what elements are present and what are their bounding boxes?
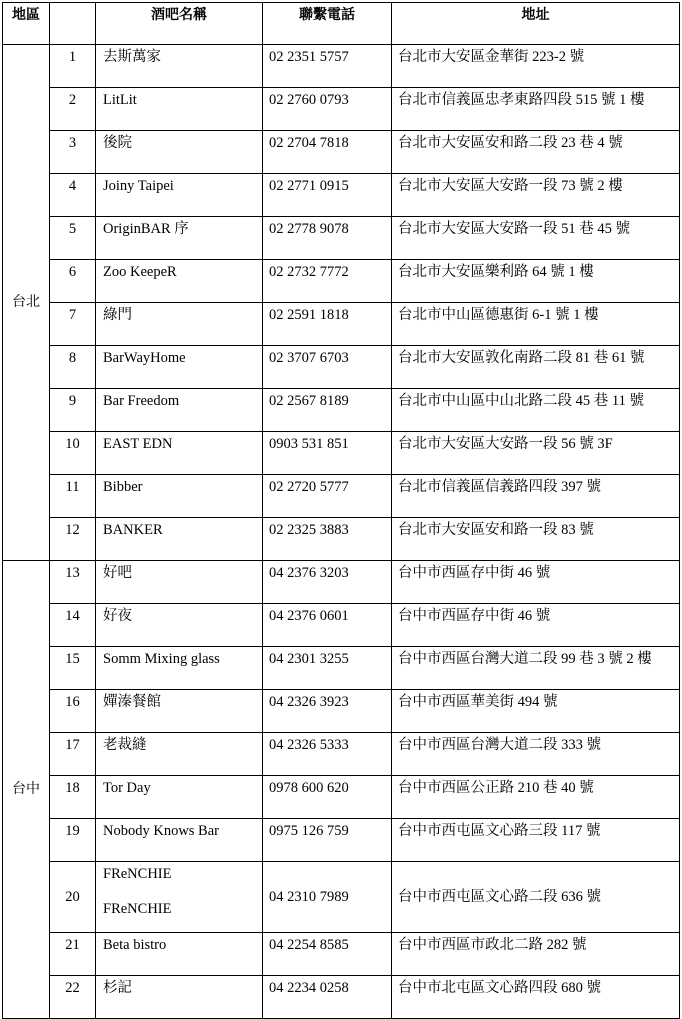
phone-number: 02 2567 8189: [263, 389, 392, 432]
address: 台北市大安區敦化南路二段 81 巷 61 號: [392, 346, 680, 389]
table-row: [3, 561, 680, 604]
region-taipei: 台北: [3, 45, 50, 561]
bar-name: BANKER: [96, 518, 263, 561]
address: 台北市大安區大安路一段 51 巷 45 號: [392, 217, 680, 260]
region-taichung: 台中: [3, 561, 50, 1019]
address: 台中市西區市政北二路 282 號: [392, 933, 680, 976]
bar-name: 好夜: [96, 604, 263, 647]
bar-name: 後院: [96, 131, 263, 174]
header-phone: 聯繫電話: [263, 3, 392, 45]
row-number: 6: [50, 260, 96, 303]
table-row: [3, 131, 680, 174]
address: 台中市西區公正路 210 巷 40 號: [392, 776, 680, 819]
row-number: 2: [50, 88, 96, 131]
bar-name: EAST EDN: [96, 432, 263, 475]
bar-name: 嬋溱餐館: [96, 690, 263, 733]
table-body: [3, 45, 680, 1019]
header-bar-name: 酒吧名稱: [96, 3, 263, 45]
phone-number: 04 2234 0258: [263, 976, 392, 1019]
row-number: 1: [50, 45, 96, 88]
bar-name: Joiny Taipei: [96, 174, 263, 217]
header-row: [3, 3, 680, 45]
address: 台中市西屯區文心路三段 117 號: [392, 819, 680, 862]
phone-number: 04 2301 3255: [263, 647, 392, 690]
phone-number: 04 2376 0601: [263, 604, 392, 647]
address: 台北市信義區信義路四段 397 號: [392, 475, 680, 518]
table-row: [3, 45, 680, 88]
table-row: [3, 690, 680, 733]
row-number: 14: [50, 604, 96, 647]
bar-name: Bibber: [96, 475, 263, 518]
row-number: 5: [50, 217, 96, 260]
address: 台北市信義區忠孝東路四段 515 號 1 樓: [392, 88, 680, 131]
bar-name: 老裁縫: [96, 733, 263, 776]
bar-name: BarWayHome: [96, 346, 263, 389]
bar-name: Tor Day: [96, 776, 263, 819]
row-number: 3: [50, 131, 96, 174]
address: 台北市大安區大安路一段 56 號 3F: [392, 432, 680, 475]
table-row: [3, 518, 680, 561]
phone-number: 04 2326 5333: [263, 733, 392, 776]
address: 台中市西區台灣大道二段 99 巷 3 號 2 樓: [392, 647, 680, 690]
phone-number: 02 3707 6703: [263, 346, 392, 389]
address: 台中市北屯區文心路四段 680 號: [392, 976, 680, 1019]
row-number: 12: [50, 518, 96, 561]
phone-number: 0903 531 851: [263, 432, 392, 475]
bar-name: Bar Freedom: [96, 389, 263, 432]
row-number: 18: [50, 776, 96, 819]
table-row: [3, 933, 680, 976]
table-row: [3, 475, 680, 518]
row-number: 15: [50, 647, 96, 690]
bar-name: Zoo KeepeR: [96, 260, 263, 303]
bar-name: 去斯萬家: [96, 45, 263, 88]
phone-number: 0975 126 759: [263, 819, 392, 862]
row-number: 20: [50, 862, 96, 933]
header-number: [50, 3, 96, 45]
phone-number: 02 2771 0915: [263, 174, 392, 217]
address: 台北市大安區安和路二段 23 巷 4 號: [392, 131, 680, 174]
bar-name: LitLit: [96, 88, 263, 131]
bar-name: 綠門: [96, 303, 263, 346]
table-row: [3, 217, 680, 260]
phone-number: 02 2732 7772: [263, 260, 392, 303]
address: 台北市中山區中山北路二段 45 巷 11 號: [392, 389, 680, 432]
address: 台中市西屯區文心路二段 636 號: [392, 862, 680, 933]
bar-name: [96, 862, 263, 933]
bar-name: Beta bistro: [96, 933, 263, 976]
table-row: [3, 303, 680, 346]
phone-number: 02 2760 0793: [263, 88, 392, 131]
table-row: [3, 976, 680, 1019]
address: 台中市西區存中街 46 號: [392, 604, 680, 647]
row-number: 13: [50, 561, 96, 604]
table-row: [3, 88, 680, 131]
row-number: 22: [50, 976, 96, 1019]
bar-name: 好吧: [96, 561, 263, 604]
table-row: [3, 604, 680, 647]
bar-directory-table: [2, 2, 680, 1019]
bar-name: Nobody Knows Bar: [96, 819, 263, 862]
table-row: [3, 733, 680, 776]
address: 台北市大安區大安路一段 73 號 2 樓: [392, 174, 680, 217]
phone-number: 02 2591 1818: [263, 303, 392, 346]
address: 台北市大安區金華街 223-2 號: [392, 45, 680, 88]
row-number: 11: [50, 475, 96, 518]
row-number: 7: [50, 303, 96, 346]
phone-number: 02 2704 7818: [263, 131, 392, 174]
bar-name-line: FReNCHIE: [103, 866, 172, 882]
address: 台北市大安區樂利路 64 號 1 樓: [392, 260, 680, 303]
table-row: [3, 432, 680, 475]
header-address: 地址: [392, 3, 680, 45]
address: 台中市西區華美街 494 號: [392, 690, 680, 733]
phone-number: 02 2778 9078: [263, 217, 392, 260]
phone-number: 04 2254 8585: [263, 933, 392, 976]
phone-number: 02 2325 3883: [263, 518, 392, 561]
row-number: 10: [50, 432, 96, 475]
phone-number: 02 2351 5757: [263, 45, 392, 88]
table-row: [3, 647, 680, 690]
table-row: [3, 389, 680, 432]
bar-name: OriginBAR 序: [96, 217, 263, 260]
header-region: 地區: [3, 3, 50, 45]
phone-number: 04 2376 3203: [263, 561, 392, 604]
table-row: [3, 776, 680, 819]
row-number: 16: [50, 690, 96, 733]
row-number: 17: [50, 733, 96, 776]
address: 台中市西區台灣大道二段 333 號: [392, 733, 680, 776]
table-row: [3, 819, 680, 862]
address: 台北市大安區安和路一段 83 號: [392, 518, 680, 561]
row-number: 4: [50, 174, 96, 217]
bar-name: Somm Mixing glass: [96, 647, 263, 690]
bar-name-line: FReNCHIE: [103, 901, 172, 917]
table-row: [3, 260, 680, 303]
table-row: [3, 862, 680, 933]
phone-number: 0978 600 620: [263, 776, 392, 819]
phone-number: 02 2720 5777: [263, 475, 392, 518]
row-number: 21: [50, 933, 96, 976]
bar-name: 杉記: [96, 976, 263, 1019]
table-row: [3, 346, 680, 389]
phone-number: 04 2310 7989: [263, 862, 392, 933]
table-row: [3, 174, 680, 217]
phone-number: 04 2326 3923: [263, 690, 392, 733]
row-number: 9: [50, 389, 96, 432]
row-number: 8: [50, 346, 96, 389]
address: 台中市西區存中街 46 號: [392, 561, 680, 604]
address: 台北市中山區德惠街 6-1 號 1 樓: [392, 303, 680, 346]
row-number: 19: [50, 819, 96, 862]
